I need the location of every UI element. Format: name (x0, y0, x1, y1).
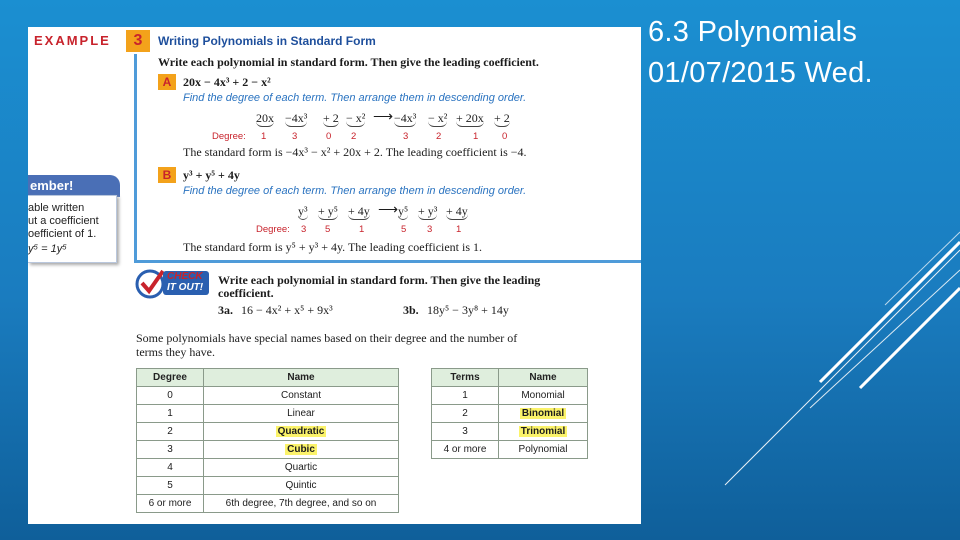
degree-value: 0 (326, 131, 332, 142)
slide-title-line-1: 6.3 Polynomials (648, 16, 858, 48)
degree-value: 3 (301, 224, 307, 235)
part-b-term: + y³ (418, 204, 438, 218)
example-border-vertical (134, 54, 137, 262)
slide-title-line-2: 01/07/2015 Wed. (648, 57, 873, 89)
example-title: Writing Polynomials in Standard Form (158, 34, 376, 48)
part-a-hint: Find the degree of each term. Then arrange them in descending order. (183, 92, 527, 104)
example-instruction: Write each polynomial in standard form. Then give the leading coefficient. (158, 55, 539, 69)
degree-value: 2 (436, 131, 442, 142)
part-b-expression: y³ + y⁵ + 4y (183, 168, 240, 182)
part-a-term: −4x³ (394, 111, 417, 125)
table-row: 4 Quartic (137, 459, 399, 477)
check-instruction-line-2: coefficient. (218, 286, 274, 300)
table-row: 5 Quintic (137, 477, 399, 495)
remember-line: oefficient of 1. (28, 228, 97, 240)
special-names-line-2: terms they have. (136, 345, 215, 359)
table-row: 0 Constant (137, 387, 399, 405)
table-row: 3 Cubic (137, 441, 399, 459)
part-b-term: y⁵ (398, 204, 409, 218)
degree-value: 2 (351, 131, 357, 142)
check-badge-line-2: IT OUT! (167, 282, 204, 293)
degree-value: 0 (502, 131, 508, 142)
textbook-page (28, 27, 641, 524)
degree-value: 1 (261, 131, 267, 142)
degree-value: 3 (427, 224, 433, 235)
degree-name-table (136, 368, 399, 513)
table-row: 1 Linear (137, 405, 399, 423)
remember-tab: ember! (28, 175, 120, 197)
check-it-out-badge (135, 267, 213, 299)
part-a-result: The standard form is −4x³ − x² + 20x + 2. The leading coefficient is −4. (183, 145, 527, 159)
remember-line: able written (28, 202, 85, 214)
part-b-term: + y⁵ (318, 204, 338, 218)
degree-value: 1 (473, 131, 479, 142)
table-row: 2 Quadratic (137, 423, 399, 441)
part-b-badge: B (158, 167, 176, 183)
example-border-horizontal (134, 260, 641, 263)
part-b-hint: Find the degree of each term. Then arrange them in descending order. (183, 185, 527, 197)
arrow-icon: ⟶ (373, 110, 394, 125)
table-row: 4 or more Polynomial (432, 441, 588, 459)
example-number: 3 (126, 30, 150, 52)
part-b-result: The standard form is y⁵ + y³ + 4y. The leading coefficient is 1. (183, 240, 483, 254)
part-a-term: + 2 (494, 111, 510, 125)
part-a-term: − x² (346, 111, 366, 125)
check-badge-line-1: CHECK (167, 271, 203, 282)
part-a-term: −4x³ (285, 111, 308, 125)
degree-value: 1 (359, 224, 365, 235)
remember-line: ut a coefficient (28, 215, 99, 227)
example-label: EXAMPLE (34, 33, 111, 48)
degree-value: 3 (403, 131, 409, 142)
degree-value: 5 (325, 224, 331, 235)
part-b-term: + 4y (348, 204, 370, 218)
table-header: Name (204, 369, 399, 387)
problem-3b-expression: 18y⁵ − 3y⁸ + 14y (427, 303, 509, 317)
part-a-term: + 20x (456, 111, 484, 125)
table-row: 6 or more 6th degree, 7th degree, and so on (137, 495, 399, 513)
slide-title (648, 12, 953, 94)
special-names-line-1: Some polynomials have special names based on their degree and the number of (136, 331, 518, 345)
remember-box (28, 195, 117, 263)
part-a-term: + 2 (323, 111, 339, 125)
table-row: 1 Monomial (432, 387, 588, 405)
part-b-term: y³ (298, 204, 308, 218)
part-a-expression: 20x − 4x³ + 2 − x² (183, 75, 271, 89)
remember-line: y⁵ = 1y⁵ (28, 243, 67, 255)
table-header: Terms (432, 369, 499, 387)
part-b-term: + 4y (446, 204, 468, 218)
degree-value: 3 (292, 131, 298, 142)
part-a-term: 20x (256, 111, 274, 125)
arrow-icon: ⟶ (378, 203, 399, 218)
terms-name-table (431, 368, 588, 459)
part-a-term: − x² (428, 111, 448, 125)
check-instruction-line-1: Write each polynomial in standard form. Then give the leading (218, 273, 541, 287)
table-row: 3 Trinomial (432, 423, 588, 441)
table-row: 2 Binomial (432, 405, 588, 423)
table-header: Degree (137, 369, 204, 387)
part-a-badge: A (158, 74, 176, 90)
part-a-degree-label: Degree: (212, 131, 246, 142)
degree-value: 1 (456, 224, 462, 235)
problem-3a-expression: 16 − 4x² + x⁵ + 9x³ (241, 303, 333, 317)
example-header (28, 27, 153, 54)
part-b-degree-label: Degree: (256, 224, 290, 235)
decorative-lines (700, 220, 960, 520)
problem-3b-label: 3b. (403, 303, 419, 317)
problem-3a-label: 3a. (218, 303, 233, 317)
degree-value: 5 (401, 224, 407, 235)
table-header: Name (499, 369, 588, 387)
